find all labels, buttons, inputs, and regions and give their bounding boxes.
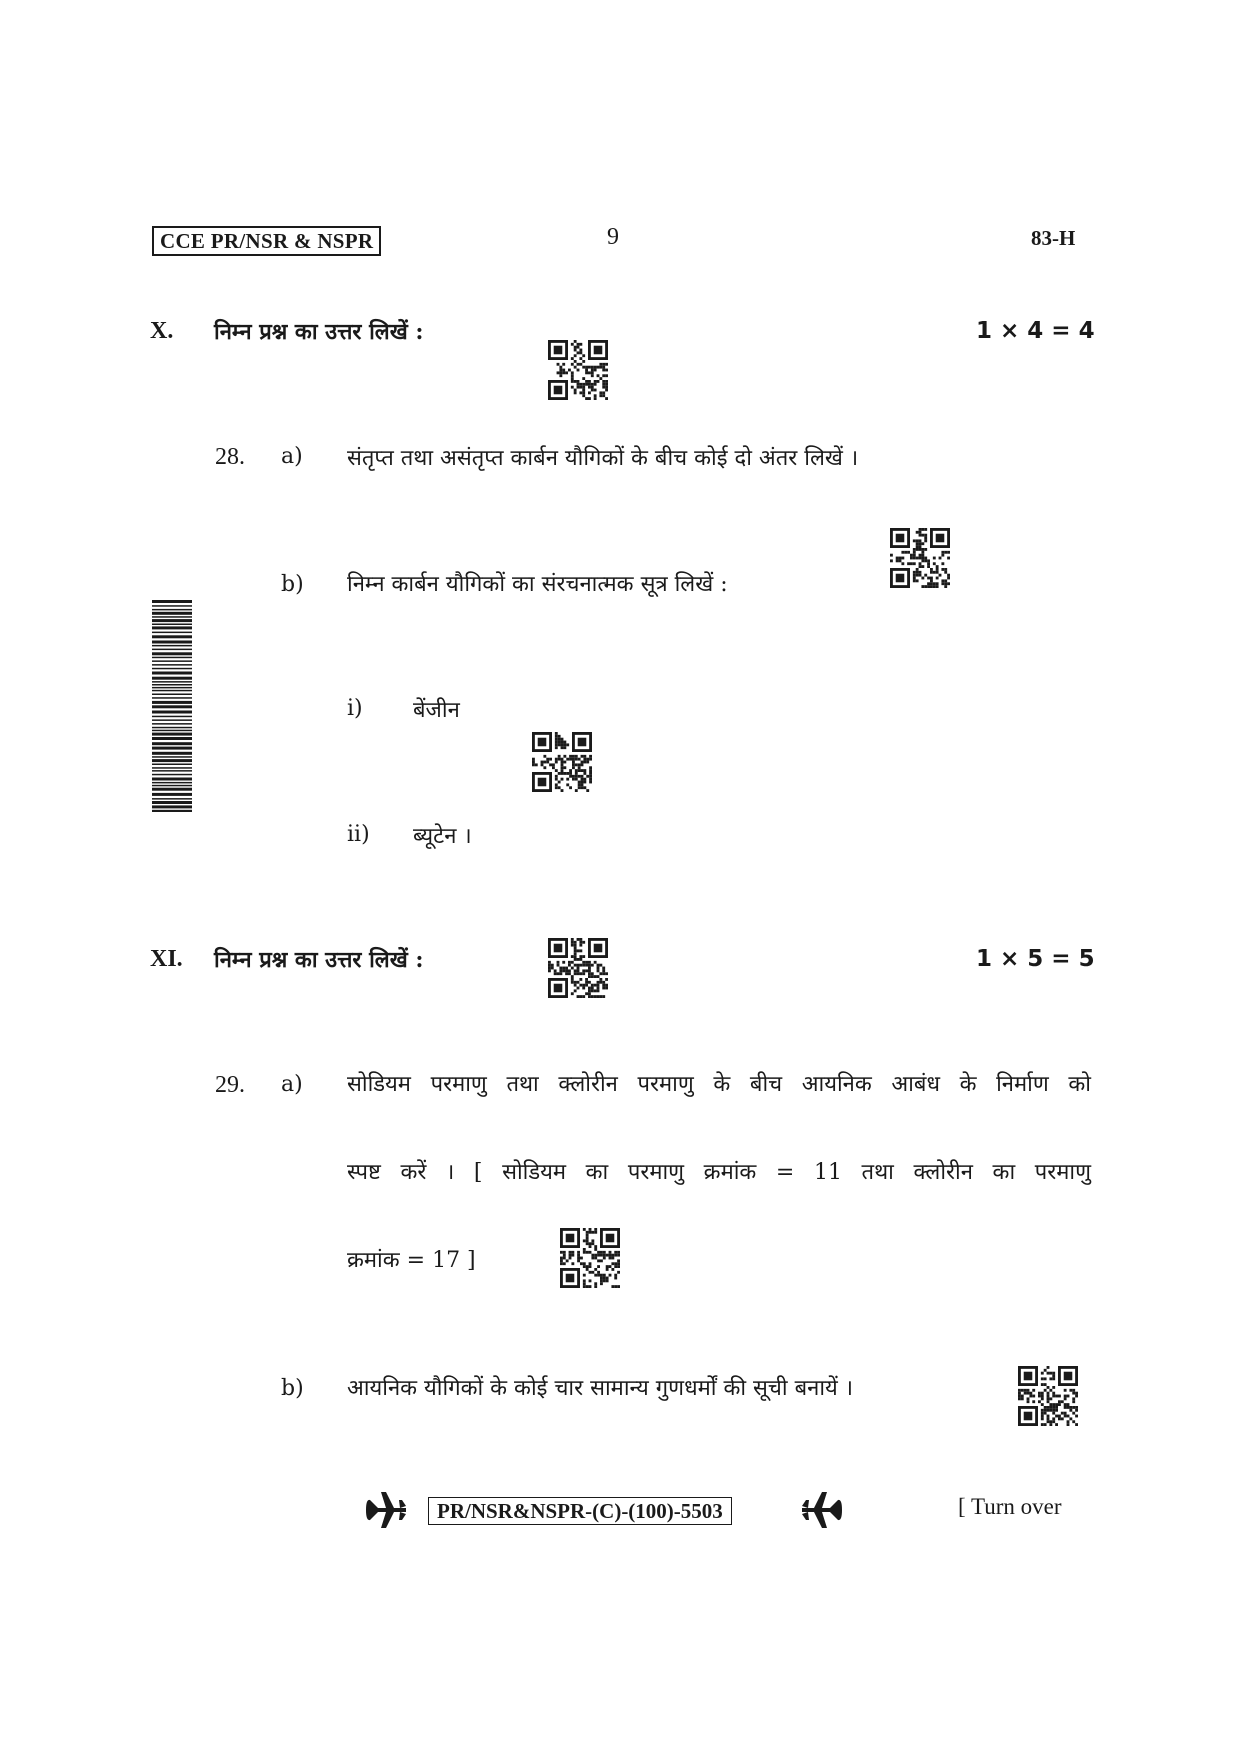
question-29b-label: b) (281, 1376, 304, 1401)
section-xi-title: निम्न प्रश्न का उत्तर लिखें : (214, 947, 424, 973)
question-28b-i-text: बेंजीन (413, 698, 460, 723)
question-29a-line-3: क्रमांक = 17 ] (347, 1248, 476, 1273)
section-x-marks: 1 × 4 = 4 (976, 318, 1095, 344)
question-28b-text: निम्न कार्बन यौगिकों का संरचनात्मक सूत्र लिखें : (347, 572, 728, 597)
question-28b-ii-label: ii) (347, 822, 370, 847)
question-28-number: 28. (215, 444, 245, 470)
section-x-title: निम्न प्रश्न का उत्तर लिखें : (214, 319, 424, 345)
paper-code: 83-H (1031, 226, 1076, 250)
question-29a-line-2: स्पष्ट करें । [ सोडियम का परमाणु क्रमांक = 11 तथा क्लोरीन का परमाणु (347, 1160, 1091, 1185)
airplane-icon (364, 1490, 408, 1530)
question-29a-label: a) (281, 1072, 303, 1097)
qr-code-icon (548, 938, 608, 998)
footer-code-box: PR/NSR&NSPR-(C)-(100)-5503 (428, 1497, 732, 1525)
series-code-box: CCE PR/NSR & NSPR (152, 226, 381, 256)
qr-code-icon (890, 528, 950, 588)
question-28b-ii-text: ब्यूटेन । (413, 824, 472, 849)
qr-code-icon (548, 340, 608, 400)
turn-over-note: [ Turn over (958, 1494, 1062, 1519)
qr-code-icon (532, 732, 592, 792)
question-29a-line-1: सोडियम परमाणु तथा क्लोरीन परमाणु के बीच आयनिक आबंध के निर्माण को (347, 1072, 1091, 1097)
page-number: 9 (607, 224, 619, 250)
airplane-icon (800, 1490, 844, 1530)
question-28b-i-label: i) (347, 696, 363, 721)
section-xi-label: XI. (150, 946, 183, 972)
qr-code-icon (560, 1228, 620, 1288)
question-29-number: 29. (215, 1072, 245, 1098)
section-xi-marks: 1 × 5 = 5 (976, 946, 1095, 972)
question-28a-label: a) (281, 444, 303, 469)
question-29b-text: आयनिक यौगिकों के कोई चार सामान्य गुणधर्मों की सूची बनायें । (347, 1376, 854, 1401)
barcode-icon (152, 600, 192, 812)
question-28b-label: b) (281, 572, 304, 597)
section-x-label: X. (150, 318, 174, 344)
qr-code-icon (1018, 1366, 1078, 1426)
question-28a-text: संतृप्त तथा असंतृप्त कार्बन यौगिकों के बीच कोई दो अंतर लिखें । (347, 446, 859, 471)
